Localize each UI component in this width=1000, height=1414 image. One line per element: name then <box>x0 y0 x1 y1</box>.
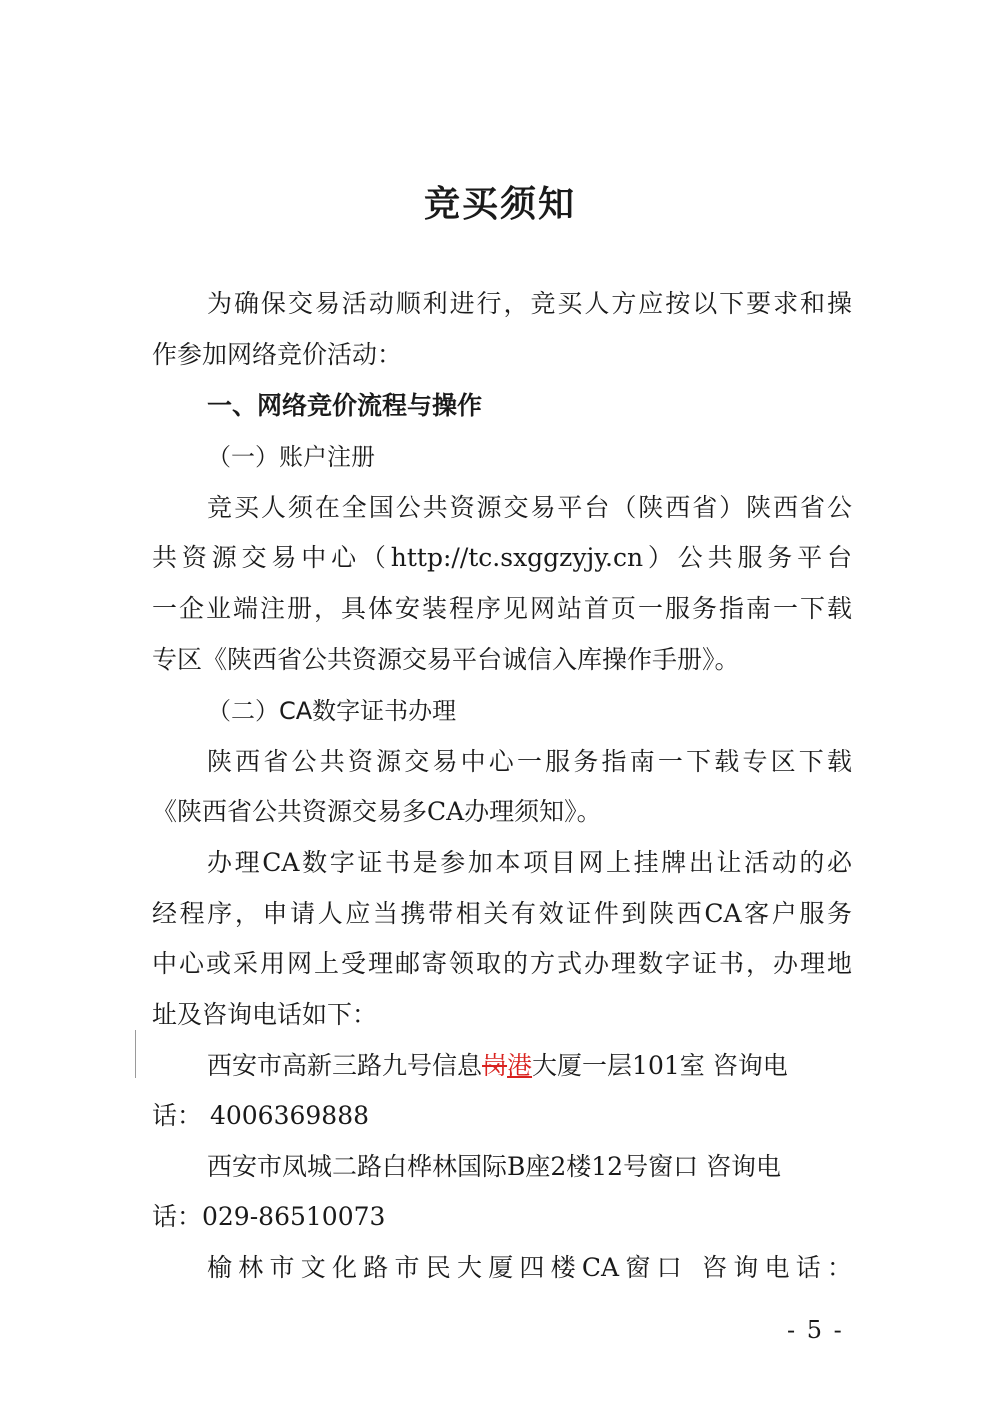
paragraph-line: 办理CA数字证书是参加本项目网上挂牌出让活动的必 <box>207 848 852 877</box>
address-line-3: 榆林市文化路市民大厦四楼CA窗口 咨询电话： <box>207 1253 852 1282</box>
intro-line-1: 为确保交易活动顺利进行，竞买人方应按以下要求和操 <box>207 289 852 318</box>
paragraph-line: 专区《陕西省公共资源交易平台诚信入库操作手册》。 <box>152 645 740 674</box>
phone-line-2: 话：029-86510073 <box>152 1202 386 1231</box>
revision-margin-bar <box>135 1030 136 1078</box>
paragraph-line: 经程序，申请人应当携带相关有效证件到陕西CA客户服务 <box>152 899 852 928</box>
address-text: 西安市高新三路九号信息 <box>207 1051 483 1080</box>
deleted-text: 岗 <box>482 1051 508 1080</box>
address-line-1 <box>207 1049 852 1083</box>
paragraph-line: 陕西省公共资源交易中心一服务指南一下载专区下载 <box>207 747 852 776</box>
document-title: 竞买须知 <box>423 183 576 225</box>
intro-line-2: 作参加网络竞价活动： <box>152 340 403 369</box>
paragraph-line: 中心或采用网上受理邮寄领取的方式办理数字证书，办理地 <box>152 949 852 978</box>
address-text: 大厦一层101室 咨询电 <box>532 1051 788 1080</box>
paragraph-line: 一企业端注册，具体安装程序见网站首页一服务指南一下载 <box>152 594 852 623</box>
address-line-2: 西安市凤城二路白桦林国际B座2楼12号窗口 咨询电 <box>207 1152 782 1181</box>
paragraph-line: 共资源交易中心（http://tc.sxggzyjy.cn）公共服务平台 <box>152 543 852 572</box>
section-heading-1: 一、网络竞价流程与操作 <box>207 391 483 420</box>
phone-line-1: 话： 4006369888 <box>152 1101 370 1130</box>
paragraph-line: 竞买人须在全国公共资源交易平台（陕西省）陕西省公 <box>207 493 852 522</box>
paragraph-line: 址及咨询电话如下： <box>152 1000 378 1029</box>
subsection-heading-1: （一）账户注册 <box>207 443 375 471</box>
page-number: - 5 - <box>787 1316 844 1344</box>
paragraph-line: 《陕西省公共资源交易多CA办理须知》。 <box>152 797 602 826</box>
subsection-heading-2: （二）CA数字证书办理 <box>207 697 457 725</box>
inserted-text: 港 <box>507 1051 533 1080</box>
